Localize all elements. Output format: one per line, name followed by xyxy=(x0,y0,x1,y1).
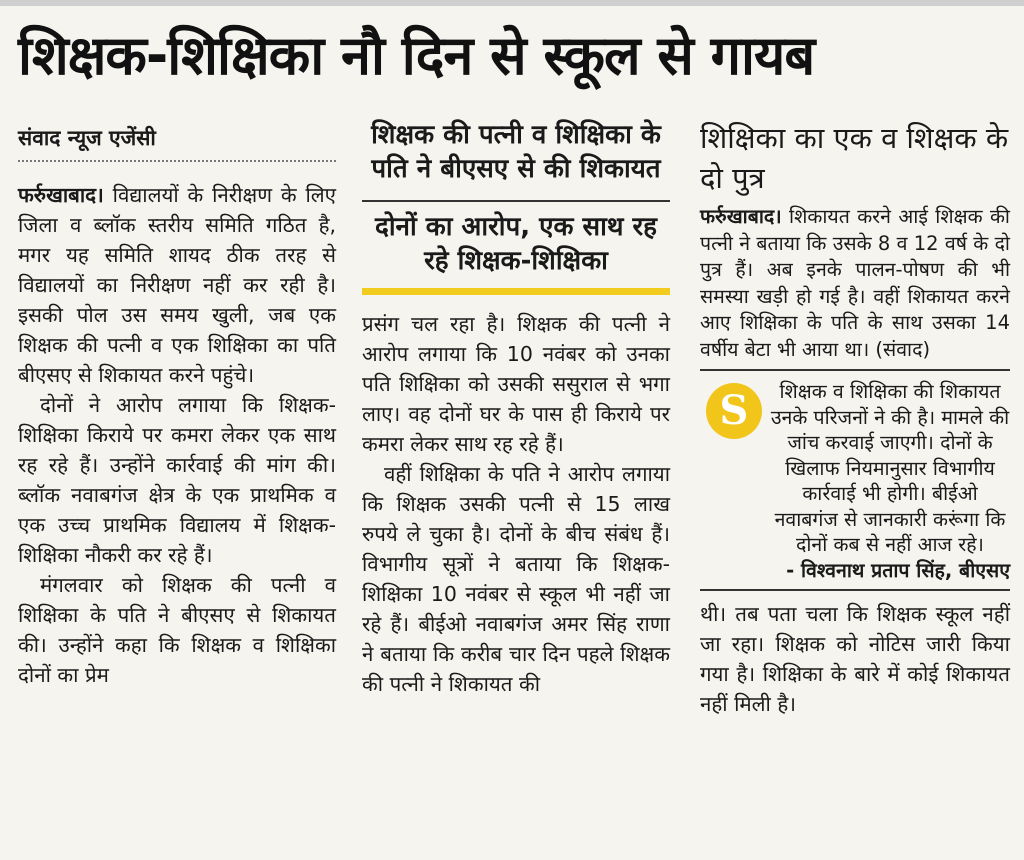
paragraph-text: विद्यालयों के निरीक्षण के लिए जिला व ब्लॉक स्तरीय समिति गठित है, मगर यह समिति शायद ठीक तरह से विद्यालयों का निरीक्षण नहीं कर रही है। इसकी पोल उस समय खुली, जब एक शिक्षक की पत्नी व एक शिक्षिका का पति बीएसए से शिकायत करने पहुंचे। xyxy=(18,183,336,387)
dateline-place: फर्रुखाबाद। xyxy=(18,183,104,207)
column-2-body xyxy=(362,309,670,699)
highlight-bar xyxy=(362,288,670,295)
paragraph: प्रसंग चल रहा है। शिक्षक की पत्नी ने आरोप लगाया कि 10 नवंबर को उनका पति शिक्षिका को उसकी ससुराल से भगा लाए। वह दोनों घर के पास ही किराये पर कमरा लेकर साथ रह रहे हैं। xyxy=(362,312,670,456)
official-quote xyxy=(700,379,1010,583)
column-3-body xyxy=(700,599,1010,719)
paragraph-text: शिकायत करने आई शिक्षक की पत्नी ने बताया कि उसके 8 व 12 वर्ष के दो पुत्र हैं। अब इनके पालन-पोषण की भी समस्या खड़ी हो गई है। वहीं शिकायत करने आए शिक्षिका के पति के साथ उसका 14 वर्षीय बेटा भी आया था। (संवाद) xyxy=(700,205,1010,361)
sidebar-body xyxy=(700,204,1010,363)
column-1-body xyxy=(18,180,336,690)
paragraph xyxy=(18,180,336,390)
dateline-place: फर्रुखाबाद। xyxy=(700,205,782,228)
quote-attribution: - विश्वनाथ प्रताप सिंह, बीएसए xyxy=(786,558,1010,582)
dotted-divider xyxy=(18,160,336,162)
paragraph: मंगलवार को शिक्षक की पत्नी व शिक्षिका के पति ने बीएसए से शिकायत की। उन्होंने कहा कि शिक्षक व शिक्षिका दोनों का प्रेम xyxy=(18,573,336,687)
page-top-strip xyxy=(0,0,1024,6)
subheading-1: शिक्षक की पत्नी व शिक्षिका के पति ने बीएसए से की शिकायत xyxy=(362,118,670,202)
paragraph: वहीं शिक्षिका के पति ने आरोप लगाया कि शिक्षक उसकी पत्नी से 15 लाख रुपये ले चुका है। दोनों के बीच संबंध हैं। विभागीय सूत्रों ने बताया कि शिक्षक-शिक्षिका 10 नवंबर से स्कूल भी नहीं जा रहे हैं। बीईओ नवाबगंज अमर सिंह राणा ने बताया कि करीब चार दिन पहले शिक्षक की पत्नी ने शिकायत की xyxy=(362,462,670,696)
subheading-2: दोनों का आरोप, एक साथ रह रहे शिक्षक-शिक्षिका xyxy=(375,212,657,276)
article-column-1 xyxy=(18,118,336,690)
paragraph: दोनों ने आरोप लगाया कि शिक्षक-शिक्षिका किराये पर कमरा लेकर एक साथ रह रहे हैं। उन्होंने कार्रवाई की मांग की। ब्लॉक नवाबगंज क्षेत्र के एक प्राथमिक व एक उच्च प्राथमिक विद्यालय में शिक्षक-शिक्षिका नौकरी कर रहे हैं। xyxy=(18,393,336,567)
publication-logo-icon xyxy=(706,383,762,439)
article-column-3 xyxy=(700,118,1010,719)
sidebar-heading: शिक्षिका का एक व शिक्षक के दो पुत्र xyxy=(700,121,1009,195)
agency-byline: संवाद न्यूज एजेंसी xyxy=(18,126,156,150)
paragraph: थी। तब पता चला कि शिक्षक स्कूल नहीं जा रहा। शिक्षक को नोटिस जारी किया गया है। शिक्षिका के बारे में कोई शिकायत नहीं मिली है। xyxy=(700,602,1010,716)
article-column-2 xyxy=(362,118,670,699)
quote-text: शिक्षक व शिक्षिका की शिकायत उनके परिजनों ने की है। मामले की जांच करवाई जाएगी। दोनों के खिलाफ नियमानुसार विभागीय कार्रवाई भी होगी। बीईओ नवाबगंज से जानकारी करूंगा कि दोनों कब से नहीं आज रहे। xyxy=(770,380,1010,556)
divider xyxy=(700,589,1010,591)
divider xyxy=(700,369,1010,371)
logo-glyph: S xyxy=(719,387,749,434)
headline: शिक्षक-शिक्षिका नौ दिन से स्कूल से गायब xyxy=(18,24,815,87)
